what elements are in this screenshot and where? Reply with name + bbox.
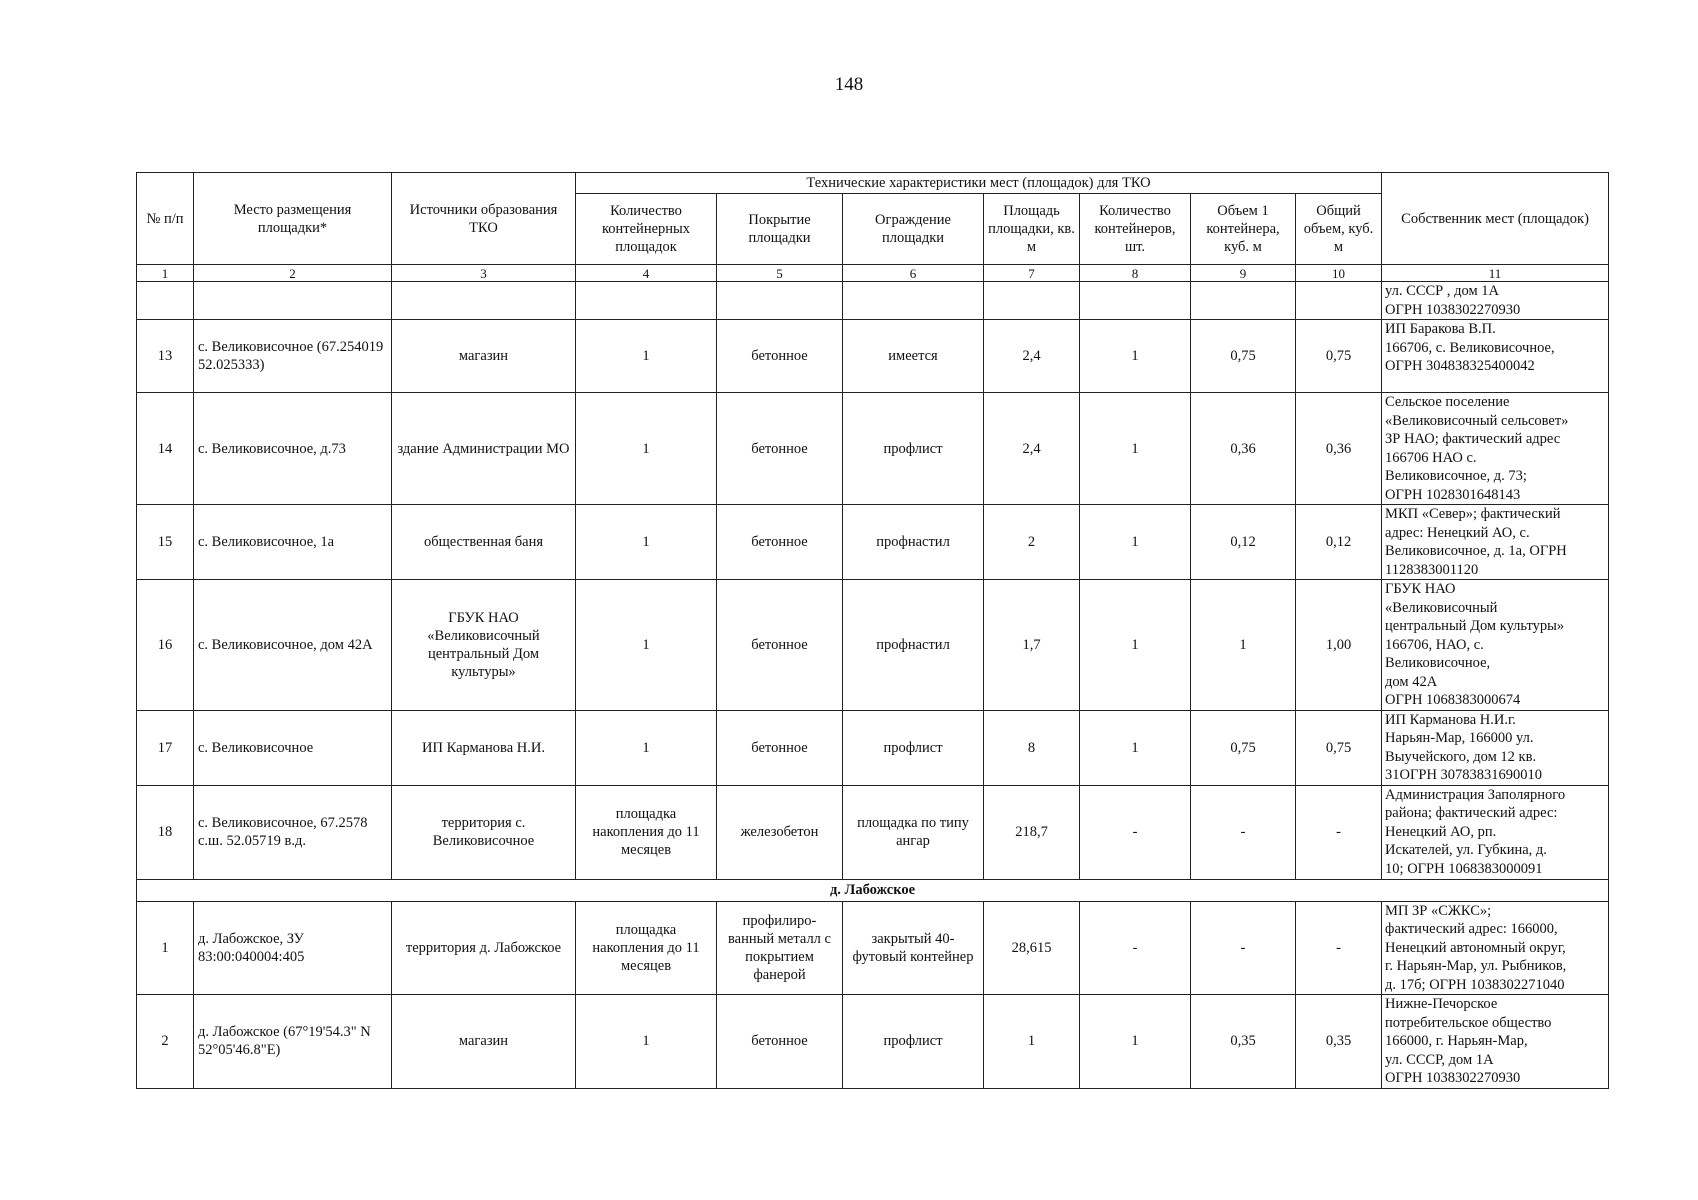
owner-line: ОГРН 1068383000674 bbox=[1385, 692, 1521, 708]
containers-cell: 1 bbox=[1080, 320, 1191, 393]
cover-cell: бетонное bbox=[717, 580, 843, 711]
fence-cell: профлист bbox=[843, 995, 984, 1089]
containers-cell: 1 bbox=[1080, 505, 1191, 580]
row-number: 2 bbox=[137, 995, 194, 1089]
group-header-technical: Технические характеристики мест (площадок) для ТКО bbox=[576, 173, 1382, 194]
volume-cell: 0,35 bbox=[1191, 995, 1296, 1089]
column-number: 9 bbox=[1191, 265, 1296, 282]
place-cell: с. Великовисочное, 1а bbox=[194, 505, 392, 580]
total-volume-cell: 0,75 bbox=[1296, 320, 1382, 393]
owner-line: 166706 НАО с. bbox=[1385, 449, 1477, 466]
owner-line: «Великовисочный сельсовет» bbox=[1385, 412, 1569, 429]
table-row bbox=[137, 901, 1609, 995]
owner-line: д. 17б; ОГРН 1038302271040 bbox=[1385, 976, 1565, 993]
col-header-source: Источники образования ТКО bbox=[392, 173, 576, 265]
owner-line: Нарьян-Мар, 166000 ул. bbox=[1385, 730, 1534, 746]
owner-line: 1128383001120 bbox=[1385, 561, 1479, 578]
total-volume-cell: - bbox=[1296, 785, 1382, 879]
total-volume-cell: 1,00 bbox=[1296, 580, 1382, 711]
owner-line: Нижне-Печорское bbox=[1385, 996, 1498, 1012]
volume-cell: 0,12 bbox=[1191, 505, 1296, 580]
empty-cell bbox=[137, 282, 194, 320]
empty-cell bbox=[984, 282, 1080, 320]
col-header-num: № п/п bbox=[137, 173, 194, 265]
owner-line: ОГРН 1038302270930 bbox=[1385, 1070, 1521, 1086]
place-cell: с. Великовисочное, д.73 bbox=[194, 393, 392, 505]
fence-cell: закрытый 40-футовый контейнер bbox=[843, 901, 984, 995]
place-cell: с. Великовисочное, дом 42А bbox=[194, 580, 392, 711]
column-number: 7 bbox=[984, 265, 1080, 282]
source-cell: магазин bbox=[392, 320, 576, 393]
column-number: 2 bbox=[194, 265, 392, 282]
source-cell: ИП Карманова Н.И. bbox=[392, 710, 576, 785]
area-cell: 28,615 bbox=[984, 901, 1080, 995]
owner-line: фактический адрес: 166000, bbox=[1385, 921, 1558, 937]
total-volume-cell: 0,35 bbox=[1296, 995, 1382, 1089]
column-number: 11 bbox=[1382, 265, 1609, 282]
owner-line: Сельское поселение bbox=[1385, 394, 1510, 410]
table-row bbox=[137, 785, 1609, 879]
owner-line: 10; ОГРН 1068383000091 bbox=[1385, 860, 1543, 877]
count-cell: площадка накопления до 11 месяцев bbox=[576, 785, 717, 879]
cover-cell: бетонное bbox=[717, 995, 843, 1089]
empty-cell bbox=[843, 282, 984, 320]
header-group-row bbox=[137, 173, 1609, 194]
place-cell: с. Великовисочное (67.254019 52.025333) bbox=[194, 320, 392, 393]
owner-line: МП ЗР «СЖКС»; bbox=[1385, 902, 1492, 919]
cover-cell: бетонное bbox=[717, 320, 843, 393]
table-row bbox=[137, 710, 1609, 785]
owner-line: ИП Карманова Н.И.г. bbox=[1385, 711, 1516, 728]
row-number: 14 bbox=[137, 393, 194, 505]
volume-cell: 0,36 bbox=[1191, 393, 1296, 505]
section-row bbox=[137, 879, 1609, 901]
empty-cell bbox=[1080, 282, 1191, 320]
table-row bbox=[137, 320, 1609, 393]
fence-cell: профнастил bbox=[843, 580, 984, 711]
column-number: 8 bbox=[1080, 265, 1191, 282]
empty-cell bbox=[717, 282, 843, 320]
source-cell: магазин bbox=[392, 995, 576, 1089]
row-number: 18 bbox=[137, 785, 194, 879]
source-cell: ГБУК НАО «Великовисочный центральный Дом культуры» bbox=[392, 580, 576, 711]
owner-cell bbox=[1382, 901, 1609, 995]
area-cell: 2,4 bbox=[984, 320, 1080, 393]
column-number: 1 bbox=[137, 265, 194, 282]
owner-line: адрес: Ненецкий АО, с. bbox=[1385, 524, 1530, 541]
place-cell: с. Великовисочное bbox=[194, 710, 392, 785]
area-cell: 8 bbox=[984, 710, 1080, 785]
count-cell: 1 bbox=[576, 580, 717, 711]
fence-cell: имеется bbox=[843, 320, 984, 393]
owner-cell bbox=[1382, 580, 1609, 711]
place-cell: д. Лабожское, ЗУ 83:00:040004:405 bbox=[194, 901, 392, 995]
area-cell: 1 bbox=[984, 995, 1080, 1089]
tko-sites-table bbox=[136, 172, 1609, 1089]
column-number: 5 bbox=[717, 265, 843, 282]
section-site-rows bbox=[137, 901, 1609, 1088]
owner-line: 166000, г. Нарьян-Мар, bbox=[1385, 1033, 1528, 1049]
site-rows bbox=[137, 320, 1609, 880]
volume-cell: - bbox=[1191, 901, 1296, 995]
table-row bbox=[137, 580, 1609, 711]
column-numbers-row bbox=[137, 265, 1609, 282]
owner-line: центральный Дом культуры» bbox=[1385, 618, 1565, 634]
empty-cell bbox=[194, 282, 392, 320]
row-number: 1 bbox=[137, 901, 194, 995]
owner-line: ул. СССР , дом 1А bbox=[1385, 283, 1499, 299]
count-cell: 1 bbox=[576, 320, 717, 393]
total-volume-cell: - bbox=[1296, 901, 1382, 995]
continuation-row bbox=[137, 282, 1609, 320]
area-cell: 1,7 bbox=[984, 580, 1080, 711]
source-cell: территория д. Лабожское bbox=[392, 901, 576, 995]
place-cell: с. Великовисочное, 67.2578 с.ш. 52.05719 в.д. bbox=[194, 785, 392, 879]
empty-cell bbox=[1191, 282, 1296, 320]
cover-cell: профилиро-ванный металл с покрытием фанерой bbox=[717, 901, 843, 995]
column-number: 6 bbox=[843, 265, 984, 282]
owner-line: МКП «Север»; фактический bbox=[1385, 506, 1561, 522]
owner-line: ЗР НАО; фактический адрес bbox=[1385, 431, 1561, 447]
fence-cell: профлист bbox=[843, 710, 984, 785]
owner-cell bbox=[1382, 995, 1609, 1089]
owner-line: 166706, с. Великовисочное, bbox=[1385, 339, 1555, 356]
place-cell: д. Лабожское (67°19'54.3" N 52°05'46.8"E) bbox=[194, 995, 392, 1089]
volume-cell: 0,75 bbox=[1191, 320, 1296, 393]
empty-cell bbox=[392, 282, 576, 320]
column-number: 3 bbox=[392, 265, 576, 282]
page-number: 148 bbox=[834, 74, 864, 95]
volume-cell: - bbox=[1191, 785, 1296, 879]
owner-line: 166706, НАО, с. bbox=[1385, 636, 1484, 653]
owner-line: ИП Баракова В.П. bbox=[1385, 321, 1496, 337]
owner-line: Великовисочное, д. 73; bbox=[1385, 468, 1527, 484]
col-header-containers: Количество контейнеров, шт. bbox=[1080, 194, 1191, 265]
empty-cell bbox=[576, 282, 717, 320]
owner-line: Великовисочное, д. 1а, ОГРН bbox=[1385, 543, 1567, 559]
count-cell: 1 bbox=[576, 505, 717, 580]
owner-cell bbox=[1382, 710, 1609, 785]
owner-line: ул. СССР, дом 1А bbox=[1385, 1051, 1494, 1068]
containers-cell: 1 bbox=[1080, 995, 1191, 1089]
row-number: 16 bbox=[137, 580, 194, 711]
area-cell: 2,4 bbox=[984, 393, 1080, 505]
col-header-fence: Ограждение площадки bbox=[843, 194, 984, 265]
table-row bbox=[137, 393, 1609, 505]
owner-line: Искателей, ул. Губкина, д. bbox=[1385, 842, 1547, 858]
empty-cell bbox=[1296, 282, 1382, 320]
owner-line: ОГРН 1028301648143 bbox=[1385, 486, 1521, 503]
row-number: 15 bbox=[137, 505, 194, 580]
containers-cell: - bbox=[1080, 901, 1191, 995]
total-volume-cell: 0,36 bbox=[1296, 393, 1382, 505]
cover-cell: бетонное bbox=[717, 505, 843, 580]
owner-cell bbox=[1382, 393, 1609, 505]
col-header-vol1: Объем 1 контейнера, куб. м bbox=[1191, 194, 1296, 265]
fence-cell: площадка по типу ангар bbox=[843, 785, 984, 879]
source-cell: территория с. Великовисочное bbox=[392, 785, 576, 879]
count-cell: 1 bbox=[576, 995, 717, 1089]
owner-line: Ненецкий автономный округ, bbox=[1385, 939, 1566, 956]
area-cell: 2 bbox=[984, 505, 1080, 580]
table-row bbox=[137, 505, 1609, 580]
column-number: 4 bbox=[576, 265, 717, 282]
volume-cell: 1 bbox=[1191, 580, 1296, 711]
col-header-cover: Покрытие площадки bbox=[717, 194, 843, 265]
total-volume-cell: 0,12 bbox=[1296, 505, 1382, 580]
owner-line: дом 42А bbox=[1385, 673, 1438, 690]
owner-line: ОГРН 304838325400042 bbox=[1385, 358, 1535, 374]
col-header-area: Площадь площадки, кв. м bbox=[984, 194, 1080, 265]
owner-line: района; фактический адрес: bbox=[1385, 805, 1558, 821]
count-cell: 1 bbox=[576, 393, 717, 505]
owner-line: Великовисочное, bbox=[1385, 655, 1491, 671]
owner-cell bbox=[1382, 505, 1609, 580]
containers-cell: 1 bbox=[1080, 580, 1191, 711]
owner-line: Ненецкий АО, рп. bbox=[1385, 823, 1497, 840]
owner-line: Администрация Заполярного bbox=[1385, 786, 1566, 803]
col-header-owner: Собственник мест (площадок) bbox=[1382, 173, 1609, 265]
area-cell: 218,7 bbox=[984, 785, 1080, 879]
containers-cell: 1 bbox=[1080, 393, 1191, 505]
source-cell: здание Администрации МО bbox=[392, 393, 576, 505]
col-header-place: Место размещения площадки* bbox=[194, 173, 392, 265]
section-title: д. Лабожское bbox=[137, 879, 1609, 901]
col-header-count: Количество контейнерных площадок bbox=[576, 194, 717, 265]
cover-cell: бетонное bbox=[717, 710, 843, 785]
owner-line: «Великовисочный bbox=[1385, 599, 1498, 616]
owner-cell bbox=[1382, 282, 1609, 320]
fence-cell: профнастил bbox=[843, 505, 984, 580]
owner-line: ГБУК НАО bbox=[1385, 581, 1456, 597]
owner-line: потребительское общество bbox=[1385, 1014, 1552, 1031]
total-volume-cell: 0,75 bbox=[1296, 710, 1382, 785]
containers-cell: - bbox=[1080, 785, 1191, 879]
owner-cell bbox=[1382, 320, 1609, 393]
volume-cell: 0,75 bbox=[1191, 710, 1296, 785]
owner-cell bbox=[1382, 785, 1609, 879]
column-number: 10 bbox=[1296, 265, 1382, 282]
table-row bbox=[137, 995, 1609, 1089]
count-cell: 1 bbox=[576, 710, 717, 785]
row-number: 13 bbox=[137, 320, 194, 393]
count-cell: площадка накопления до 11 месяцев bbox=[576, 901, 717, 995]
col-header-total: Общий объем, куб. м bbox=[1296, 194, 1382, 265]
owner-line: ОГРН 1038302270930 bbox=[1385, 301, 1521, 318]
owner-line: г. Нарьян-Мар, ул. Рыбников, bbox=[1385, 958, 1567, 974]
owner-line: 31ОГРН 30783831690010 bbox=[1385, 767, 1543, 783]
row-number: 17 bbox=[137, 710, 194, 785]
containers-cell: 1 bbox=[1080, 710, 1191, 785]
source-cell: общественная баня bbox=[392, 505, 576, 580]
cover-cell: железобетон bbox=[717, 785, 843, 879]
owner-line: Выучейского, дом 12 кв. bbox=[1385, 748, 1537, 765]
fence-cell: профлист bbox=[843, 393, 984, 505]
tko-sites-table-wrapper bbox=[136, 172, 1608, 1089]
cover-cell: бетонное bbox=[717, 393, 843, 505]
